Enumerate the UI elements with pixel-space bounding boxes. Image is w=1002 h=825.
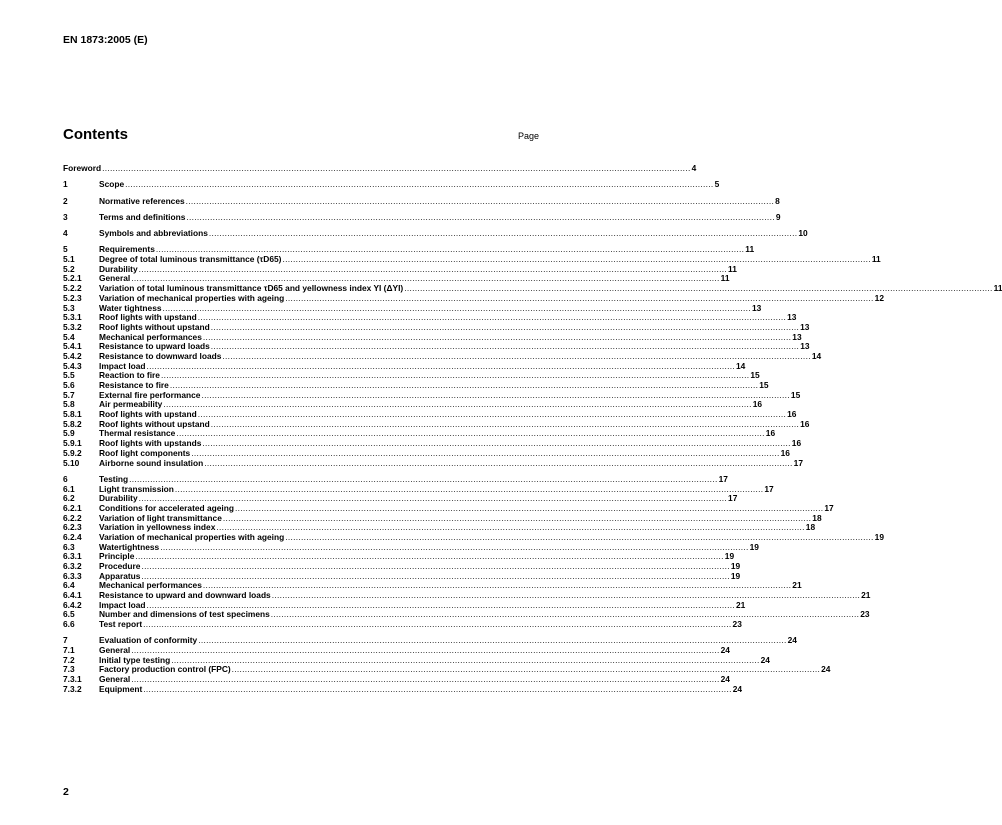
toc-entry-number: 5.8.2 (63, 418, 82, 429)
toc-entry-number: 7.3 (63, 664, 75, 675)
toc-entry-number: 6.3.3 (63, 570, 82, 581)
toc-entry-page: 15 (759, 380, 769, 391)
toc-entry-number: 2 (63, 195, 68, 206)
toc-entry-page: 14 (811, 350, 822, 361)
toc-entry-page: 19 (730, 561, 741, 571)
toc-entry-title: Light transmission (99, 483, 174, 494)
toc-entry-number: 6.3.2 (63, 561, 82, 571)
toc-entry-title: Resistance to fire (99, 380, 169, 391)
toc-entry-title: Resistance to downward loads (99, 350, 222, 361)
toc-leader-dots (186, 213, 774, 223)
toc-entry-title: Reaction to fire (99, 370, 160, 381)
toc-entry-page: 12 (874, 292, 884, 303)
toc-entry-page: 21 (861, 590, 871, 601)
toc-entry[interactable] (63, 195, 780, 207)
toc-entry-page: 23 (732, 619, 742, 630)
toc-entry-page: 13 (751, 302, 762, 313)
toc-entry-page: 14 (735, 360, 746, 371)
toc-entry-page: 15 (790, 389, 801, 400)
toc-entry-number: 5.3.2 (63, 321, 82, 332)
toc-entry-title: Factory production control (FPC) (99, 664, 231, 675)
toc-entry-number: 5.10 (63, 457, 80, 468)
toc-entry-title: Roof lights without upstand (99, 418, 210, 429)
toc-entry-number: 5.1 (63, 254, 75, 265)
toc-entry-number: 6.5 (63, 609, 75, 620)
toc-entry-title: Impact load (99, 599, 146, 610)
toc-entry-number: 5.2.1 (63, 273, 82, 284)
toc-entry-number: 5.4.3 (63, 360, 82, 371)
toc-entry-page: 16 (791, 438, 802, 449)
toc-entry-number: 5.4.2 (63, 350, 82, 361)
toc-entry-number: 6.3.1 (63, 551, 82, 562)
toc-entry-title: Airborne sound insulation (99, 457, 204, 468)
document-header: EN 1873:2005 (E) (63, 34, 148, 46)
toc-entry-number: 6.2 (63, 493, 75, 504)
toc-entry-number: 5.9.1 (63, 438, 82, 449)
toc-entry-title: Degree of total luminous transmittance (τD65) (99, 254, 282, 265)
toc-entry-page: 24 (760, 654, 770, 665)
toc-leader-dots (102, 164, 690, 174)
toc-entry-page: 16 (752, 399, 763, 410)
toc-entry-page: 21 (792, 580, 802, 591)
toc-entry-title: Test report (99, 619, 143, 630)
toc-entry-page: 16 (787, 409, 797, 420)
toc-entry-page: 19 (874, 531, 884, 542)
toc-entry[interactable] (63, 179, 720, 190)
toc-entry-title: Resistance to upward loads (99, 341, 210, 352)
toc-entry-number: 7.1 (63, 645, 75, 656)
toc-entry-title: External fire performance (99, 389, 201, 400)
toc-entry-number: 5.2 (63, 263, 75, 274)
toc-entry-title: Resistance to upward and downward loads (99, 590, 271, 601)
toc-entry-page: 24 (821, 664, 831, 675)
toc-leader-dots (125, 180, 713, 190)
toc-entry-number: 6.1 (63, 483, 75, 494)
toc-entry-number: 6.3 (63, 541, 75, 552)
toc-entry-title: Initial type testing (99, 654, 171, 665)
page-column-label: Page (518, 131, 540, 141)
toc-entry-number: 1 (63, 179, 68, 190)
toc-entry-title: Principle (99, 551, 135, 562)
toc-entry-page: 16 (765, 428, 776, 439)
toc-entry-number: 3 (63, 211, 68, 222)
toc-entry-title: Roof lights with upstand (99, 409, 197, 420)
toc-entry-title: Terms and definitions (99, 211, 186, 222)
toc-entry-number: 5.4.1 (63, 341, 82, 352)
toc-entry-title: Variation of mechanical properties with ageing (99, 531, 285, 542)
toc-entry-number: 7.3.1 (63, 674, 82, 685)
toc-entry[interactable] (63, 683, 743, 695)
toc-entry-page: 18 (812, 512, 822, 523)
toc-entry-page: 10 (798, 228, 808, 239)
toc-entry-page: 15 (750, 370, 760, 381)
toc-entry-number: 5.4 (63, 331, 75, 342)
toc-entry-number: Foreword (63, 163, 102, 173)
toc-entry-title: Symbols and abbreviations (99, 228, 208, 239)
toc-entry-page: 11 (993, 283, 1002, 294)
toc-entry-page: 16 (780, 447, 790, 458)
toc-entry-number: 5 (63, 244, 68, 255)
toc-entry-page: 17 (764, 483, 774, 494)
toc-entry-number: 5.3.1 (63, 312, 82, 323)
toc-entry-page: 24 (787, 635, 797, 646)
toc-entry[interactable] (63, 163, 697, 174)
toc-entry-number: 5.8.1 (63, 409, 82, 420)
toc-entry-title: Testing (99, 473, 129, 484)
toc-entry-title: Mechanical performances (99, 580, 202, 591)
toc-leader-dots (186, 197, 774, 207)
toc-entry-page: 19 (730, 570, 741, 581)
toc-entry-title: Normative references (99, 195, 185, 206)
toc-entry-number: 5.8 (63, 399, 75, 410)
toc-entry-number: 6.2.1 (63, 502, 82, 513)
toc-entry-page: 17 (718, 473, 728, 484)
toc-entry-page: 13 (800, 341, 810, 352)
toc-entry-page: 11 (871, 254, 881, 265)
toc-entry-title: Durability (99, 263, 138, 274)
toc-entry-page: 11 (720, 273, 730, 284)
toc-entry-number: 5.2.2 (63, 283, 82, 294)
toc-entry-page: 17 (728, 493, 738, 504)
toc-entry-title: Durability (99, 493, 138, 504)
toc-entry-page: 8 (775, 195, 780, 206)
toc-entry-page: 19 (749, 541, 759, 552)
toc-entry[interactable] (63, 211, 781, 223)
toc-entry-title: Roof lights with upstands (99, 438, 202, 449)
toc-entry-title: Apparatus (99, 570, 141, 581)
toc-entry-page: 11 (745, 244, 755, 255)
toc-entry-number: 5.7 (63, 389, 75, 400)
toc-entry-number: 6.4 (63, 580, 75, 591)
toc-entry-page: 13 (800, 321, 810, 332)
toc-entry-page: 23 (860, 609, 870, 620)
toc-entry-page: 13 (787, 312, 797, 323)
toc-entry-title: Roof light components (99, 447, 191, 458)
toc-leader-dots (143, 620, 731, 630)
toc-entry-title: Air permeability (99, 399, 163, 410)
toc-leader-dots (209, 229, 797, 239)
toc-entry[interactable] (63, 228, 808, 239)
toc-entry-title: Equipment (99, 683, 143, 694)
toc-entry-title: General (99, 273, 131, 284)
toc-entry[interactable] (63, 619, 742, 630)
toc-entry-number: 6 (63, 473, 68, 484)
toc-entry[interactable] (63, 457, 803, 469)
toc-entry-number: 6.4.2 (63, 599, 82, 610)
toc-entry-title: General (99, 645, 131, 656)
toc-entry-page: 24 (732, 683, 743, 694)
toc-entry-title: Variation of light transmittance (99, 512, 222, 523)
toc-entry-number: 7.2 (63, 654, 75, 665)
toc-entry-page: 17 (793, 457, 803, 468)
toc-entry-title: Water tightness (99, 302, 162, 313)
toc-entry-number: 5.5 (63, 370, 75, 381)
toc-entry-page: 18 (805, 522, 816, 533)
toc-entry-page: 11 (728, 263, 737, 274)
toc-entry-number: 6.4.1 (63, 590, 82, 601)
toc-entry-title: General (99, 674, 131, 685)
toc-entry-page: 5 (714, 179, 720, 190)
toc-entry-title: Number and dimensions of test specimens (99, 609, 270, 620)
toc-entry-title: Variation of total luminous transmittance τD65 and yellowness index YI (ΔYI) (99, 283, 404, 294)
toc-entry-number: 7 (63, 635, 68, 646)
toc-entry-number: 6.2.4 (63, 531, 82, 542)
toc-entry-number: 5.9.2 (63, 447, 82, 458)
toc-entry-title: Procedure (99, 561, 141, 571)
toc-leader-dots (204, 459, 792, 469)
toc-entry-page: 4 (691, 163, 697, 173)
toc-entry-number: 6.6 (63, 619, 75, 630)
toc-entry-number: 6.2.2 (63, 512, 82, 523)
toc-entry-page: 21 (735, 599, 746, 610)
toc-entry-title: Impact load (99, 360, 146, 371)
toc-entry-page: 19 (724, 551, 735, 562)
toc-entry-page: 24 (720, 645, 730, 656)
toc-entry-number: 5.9 (63, 428, 75, 439)
toc-entry-title: Roof lights with upstand (99, 312, 197, 323)
page-title: Contents (63, 126, 128, 143)
toc-entry-number: 4 (63, 228, 68, 239)
table-of-contents (63, 163, 1002, 695)
toc-entry-title: Requirements (99, 244, 155, 255)
toc-entry-title: Roof lights without upstand (99, 321, 210, 332)
toc-entry-number: 5.3 (63, 302, 75, 313)
toc-entry-title: Variation in yellowness index (99, 522, 216, 533)
toc-entry-page: 16 (800, 418, 810, 429)
toc-entry-number: 5.6 (63, 380, 75, 391)
toc-entry-page: 13 (792, 331, 802, 342)
toc-entry-title: Variation of mechanical properties with ageing (99, 292, 285, 303)
toc-leader-dots (143, 685, 731, 695)
toc-entry-number: 7.3.2 (63, 683, 82, 694)
toc-entry-number: 5.2.3 (63, 292, 82, 303)
toc-entry-title: Scope (99, 179, 125, 190)
toc-entry-title: Thermal resistance (99, 428, 176, 439)
page-number: 2 (63, 786, 69, 798)
toc-entry-page: 24 (720, 674, 730, 685)
toc-entry-title: Evaluation of conformity (99, 635, 198, 646)
toc-entry-number: 6.2.3 (63, 522, 82, 533)
toc-entry-title: Watertightness (99, 541, 160, 552)
toc-entry-page: 17 (824, 502, 834, 513)
toc-entry-title: Mechanical performances (99, 331, 202, 342)
toc-entry-page: 9 (775, 211, 781, 222)
toc-entry-title: Conditions for accelerated ageing (99, 502, 234, 513)
